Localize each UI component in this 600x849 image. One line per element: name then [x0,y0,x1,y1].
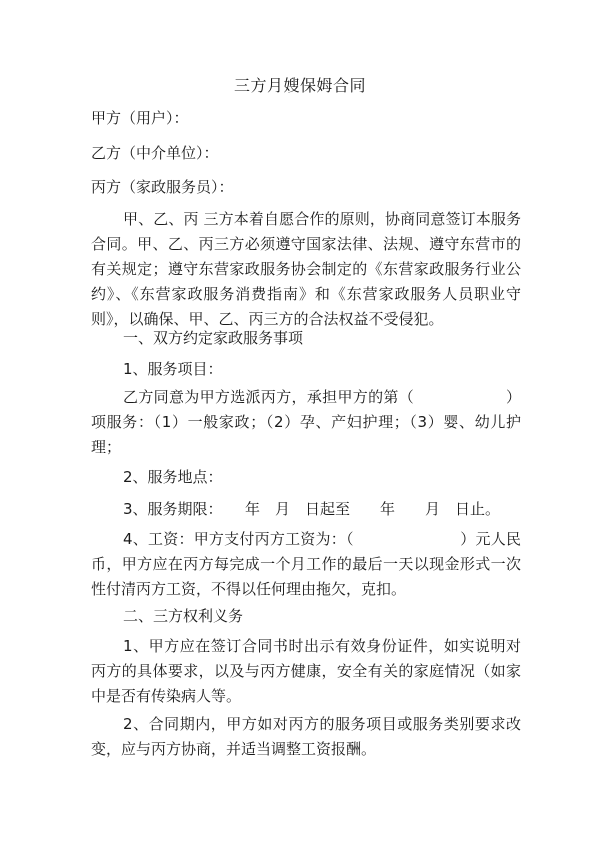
party-c-line: 丙方（家政服务员）： [91,178,234,196]
item-1-text: 乙方同意为甲方选派丙方，承担甲方的第（ ）项服务：（1）一般家政；（2）孕、产妇护理；（3）婴、幼儿护理； [91,388,521,456]
party-a-line: 甲方（用户）： [91,109,189,127]
item-4-text: 4、工资：甲方支付丙方工资为：（ ）元人民币，甲方应在丙方每完成一个月工作的最后一天以现金形式一次性付清丙方工资，不得以任何理由拖欠，克扣。 [91,530,521,598]
section-1-heading: 一、双方约定家政服务事项 [123,329,304,347]
item-3-label: 3、服务期限： 年 月 日起至 年 月 日止。 [123,500,501,518]
item-2-label: 2、服务地点： [123,468,223,486]
party-b-line: 乙方（中介单位）： [91,144,219,162]
duty-1-text: 1、甲方应在签订合同书时出示有效身份证件，如实说明对丙方的具体要求，以及与丙方健康，安全有关的家庭情况（如家中是否有传染病人等。 [91,637,521,705]
document-title: 三方月嫂保姆合同 [233,76,366,95]
section-2-heading: 二、三方权利义务 [123,607,244,625]
preamble-paragraph: 甲、乙、丙 三方本着自愿合作的原则，协商同意签订本服务合同。甲、乙、丙三方必须遵守国家法律、法规、遵守东营市的有关规定；遵守东营家政服务协会制定的《东营家政服务行业公约》、《东营家政服务消费指南》和《东营家政服务人员职业守则》，以确保、甲、乙、丙三方的合法权益不受侵犯。 [91,210,521,328]
item-1-label: 1、服务项目： [123,360,223,378]
duty-2-text: 2、合同期内，甲方如对丙方的服务项目或服务类别要求改变，应与丙方协商，并适当调整工资报酬。 [91,715,521,758]
